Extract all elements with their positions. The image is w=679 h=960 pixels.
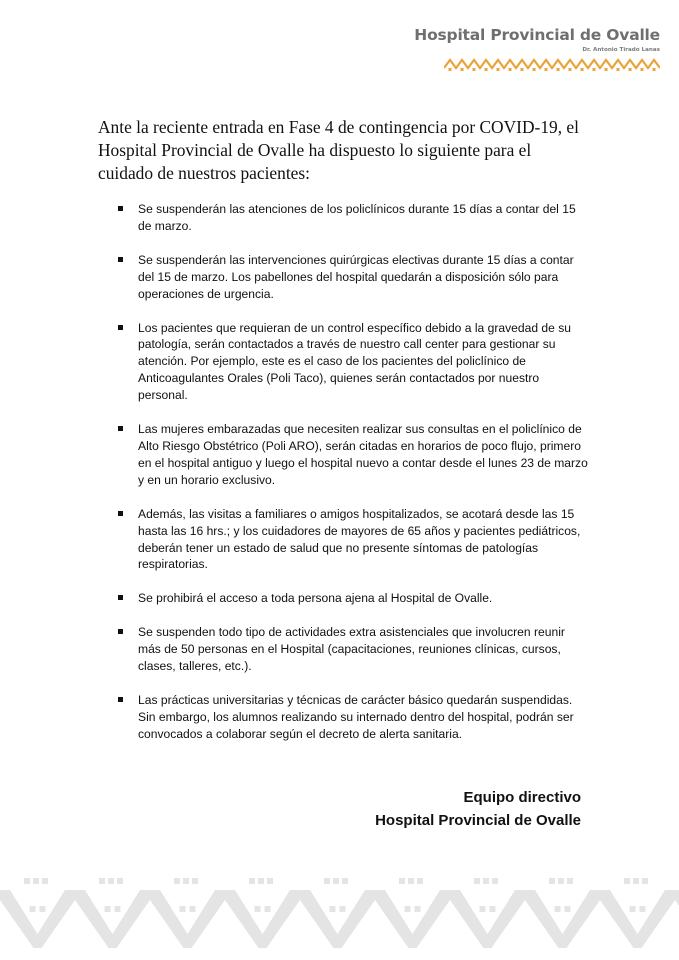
- list-item: Se suspenderán las atenciones de los policlínicos durante 15 días a contar del 15 de marzo.: [118, 201, 588, 235]
- list-item: Los pacientes que requieran de un control específico debido a la gravedad de su patología, serán contactados a través de nuestro call center para gestionar su atención. Por ejemplo, este es el caso de los pacientes del policlínico de Anticoagulantes Orales (Poli Taco), quienes serán contactados por nuestro personal.: [118, 320, 588, 405]
- list-item: Se suspenden todo tipo de actividades extra asistenciales que involucren reunir más de 50 personas en el Hospital (capacitaciones, reuniones clínicas, cursos, clases, talleres, etc.).: [118, 624, 588, 675]
- list-item: Se suspenderán las intervenciones quirúrgicas electivas durante 15 días a contar del 15 de marzo. Los pabellones del hospital quedarán a disposición sólo para operaciones de urgencia.: [118, 252, 588, 303]
- list-item: Además, las visitas a familiares o amigos hospitalizados, se acotará desde las 15 hasta las 16 hrs.; y los cuidadores de mayores de 65 años y pacientes pediátricos, deberán tener un estado de salud que no presente síntomas de patologías respiratorias.: [118, 506, 588, 574]
- logo-subtitle: Dr. Antonio Tirado Lanas: [582, 47, 660, 53]
- list-item: Las mujeres embarazadas que necesiten realizar sus consultas en el policlínico de Alto Riesgo Obstétrico (Poli ARO), serán citadas en horarios de poco flujo, primero en el hospital antiguo y luego el hospital nuevo a contar desde el lunes 23 de marzo y en un horario exclusivo.: [118, 421, 588, 489]
- signature-block: [375, 786, 581, 832]
- list-item: Las prácticas universitarias y técnicas de carácter básico quedarán suspendidas. Sin embargo, los alumnos realizando su internado dentro del hospital, podrán ser convocados a colaborar según el decreto de alerta sanitaria.: [118, 692, 588, 743]
- list-item: Se prohibirá el acceso a toda persona ajena al Hospital de Ovalle.: [118, 590, 588, 607]
- signature-hospital: Hospital Provincial de Ovalle: [375, 812, 581, 829]
- logo-pattern-icon: [444, 56, 660, 72]
- measures-list: [118, 201, 588, 743]
- signature-team: Equipo directivo: [463, 789, 581, 806]
- hospital-logo: [414, 26, 660, 74]
- logo-name: Hospital Provincial de Ovalle: [414, 26, 660, 44]
- intro-paragraph: Ante la reciente entrada en Fase 4 de contingencia por COVID-19, el Hospital Provincial de Ovalle ha dispuesto lo siguiente para el cuidado de nuestros pacientes:: [98, 117, 579, 183]
- footer-pattern-icon: [0, 872, 679, 960]
